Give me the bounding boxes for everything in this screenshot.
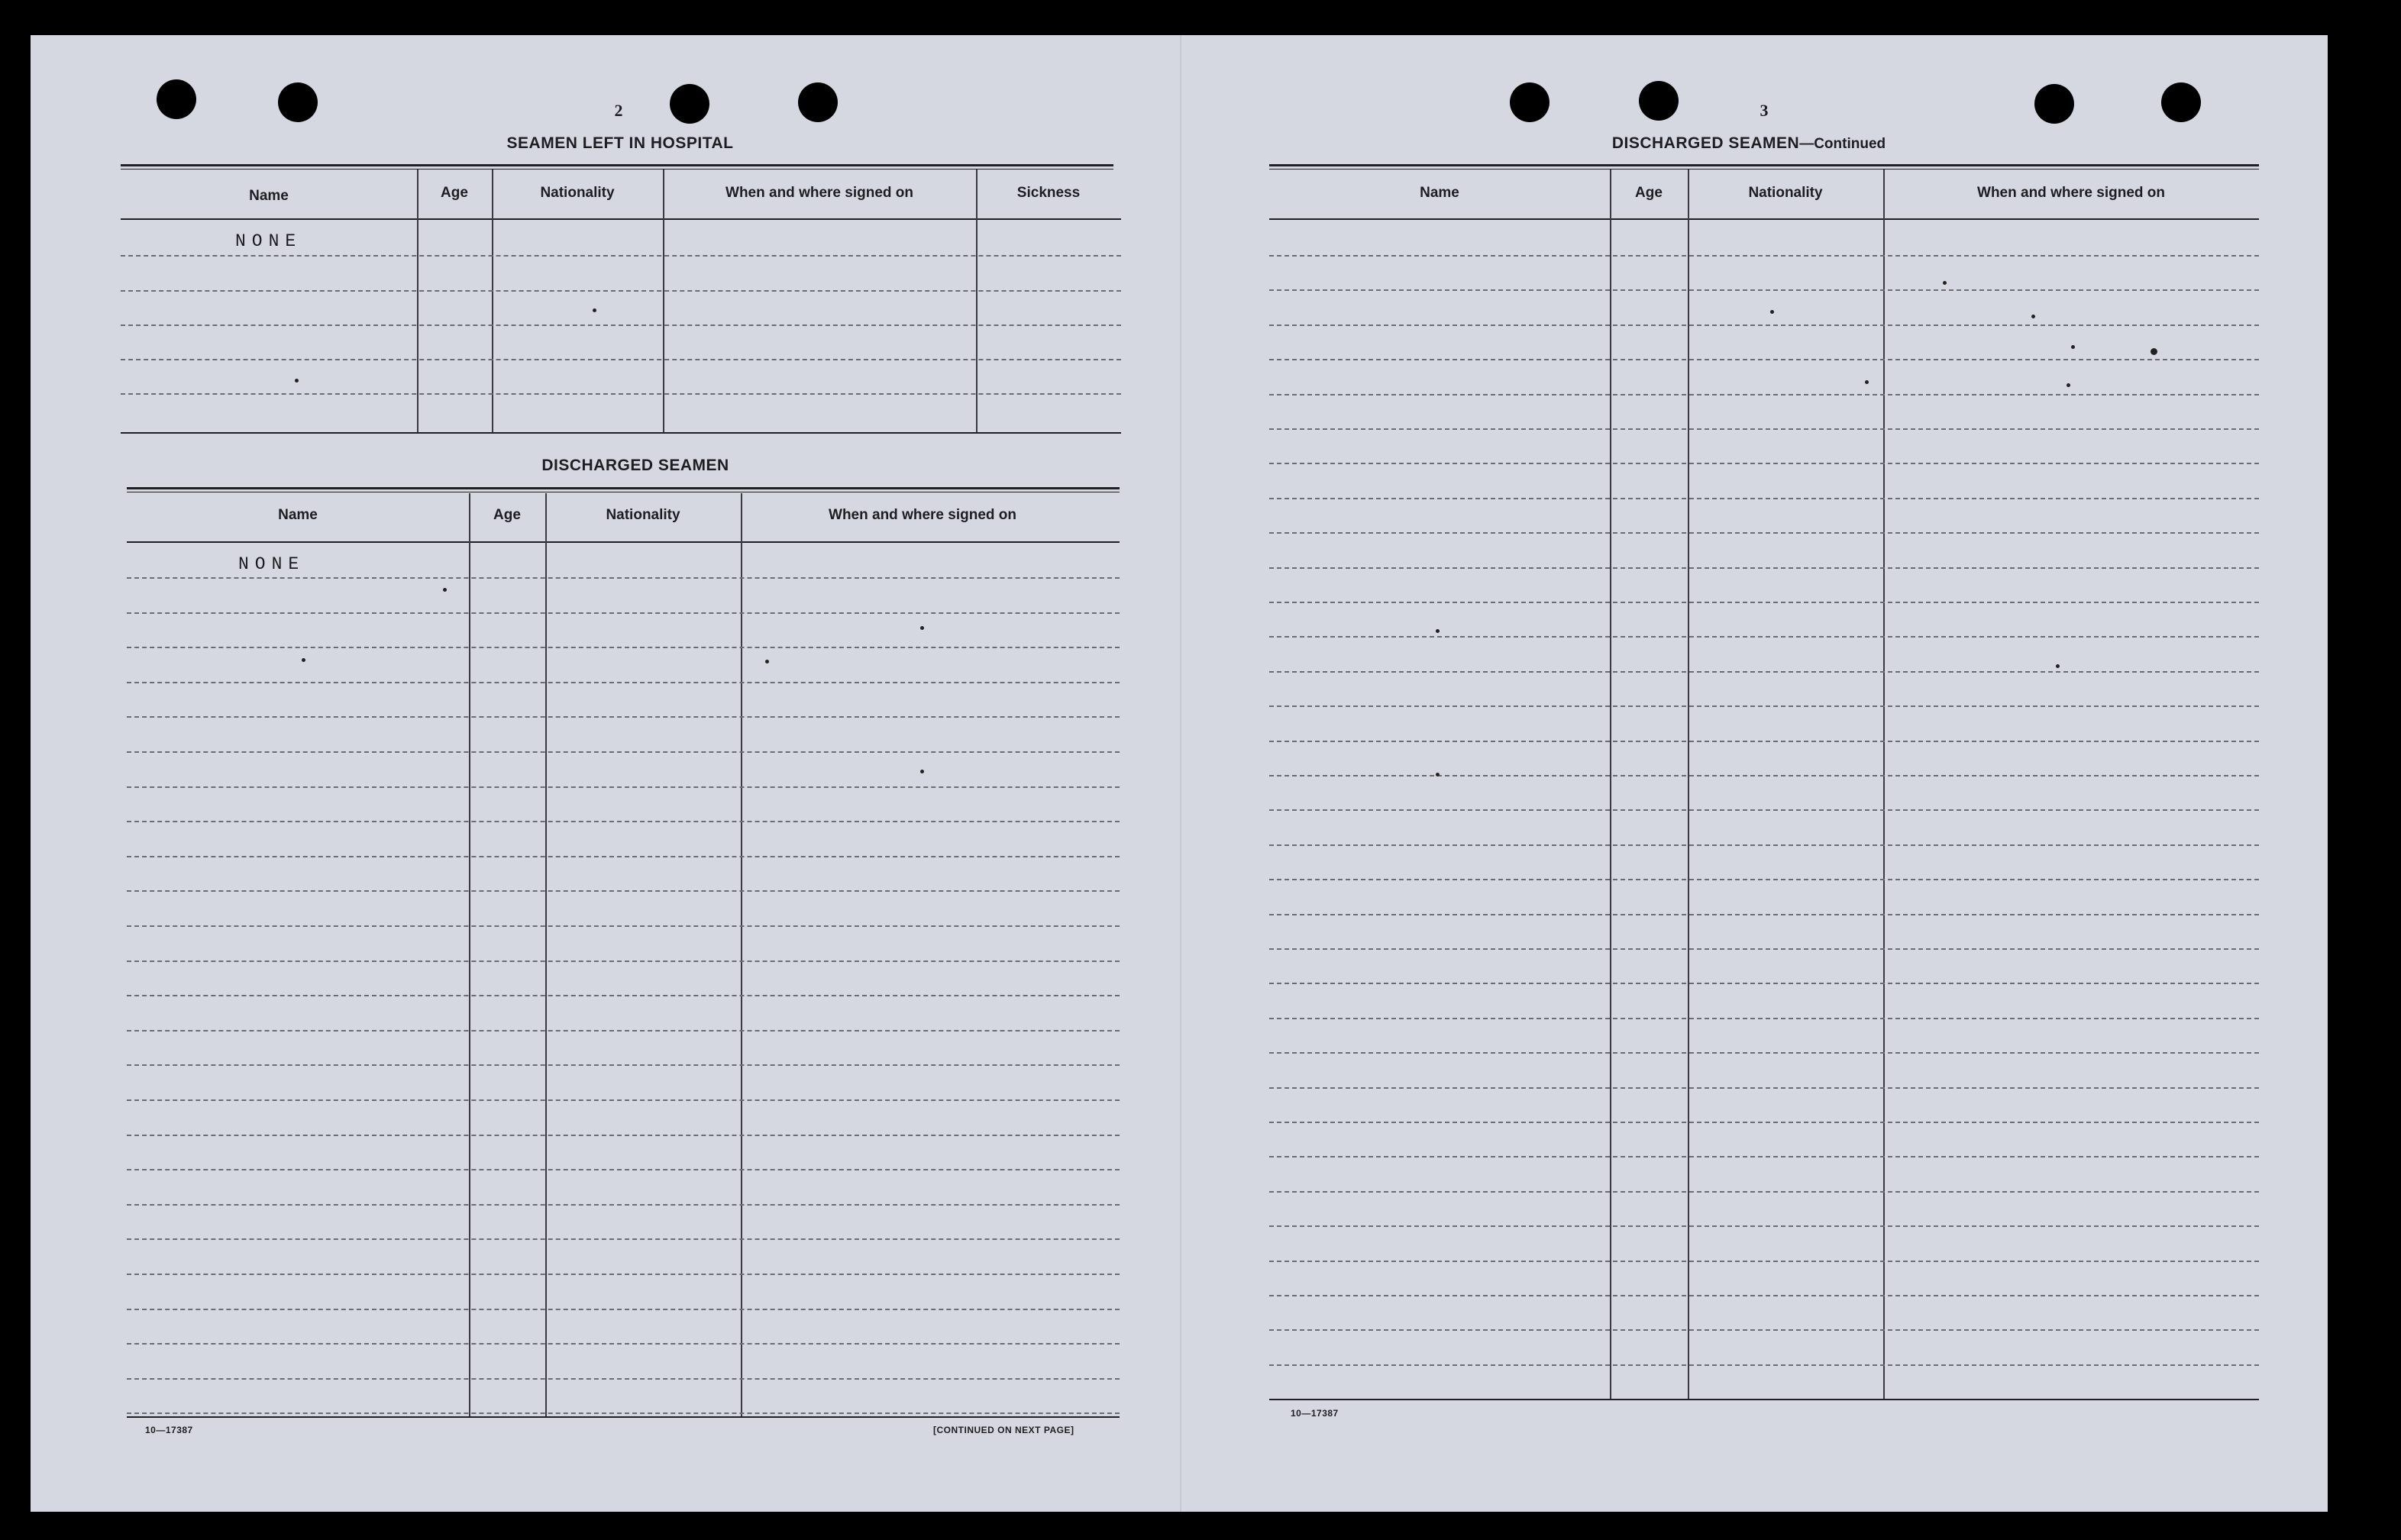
col-header-age: Age [493, 507, 521, 523]
row-line [127, 1274, 1120, 1275]
row-line [1269, 1261, 2259, 1262]
row-line [1269, 983, 2259, 984]
row-line [1269, 636, 2259, 638]
row-line [1269, 289, 2259, 291]
page-number-left: 2 [614, 101, 623, 120]
row-line [127, 960, 1120, 962]
row-line [127, 751, 1120, 753]
ink-speck [2056, 664, 2060, 668]
punch-hole [278, 82, 318, 122]
row-line [1269, 671, 2259, 673]
ink-speck [2067, 383, 2070, 387]
col-header-name: Name [278, 507, 318, 523]
ink-speck [1436, 629, 1440, 633]
col-header-age: Age [1635, 185, 1663, 201]
ledger-sheet [31, 35, 2328, 1512]
ink-speck [765, 660, 769, 663]
column-divider [469, 493, 470, 1417]
col-header-nationality: Nationality [1748, 185, 1823, 201]
title-main: DISCHARGED SEAMEN [1611, 134, 1800, 152]
row-line [1269, 359, 2259, 360]
row-line [1269, 914, 2259, 915]
row-line [1269, 741, 2259, 742]
row-line [1269, 705, 2259, 707]
ink-speck [302, 658, 305, 662]
row-line [1269, 324, 2259, 326]
row-line [121, 393, 1121, 395]
punch-hole [798, 82, 838, 122]
punch-hole [1639, 81, 1679, 121]
col-header-signed-on: When and where signed on [725, 185, 913, 201]
column-divider [741, 493, 742, 1417]
row-line [127, 612, 1120, 614]
hospital-top-rule [121, 164, 1113, 169]
punch-hole [2034, 84, 2074, 124]
row-line [1269, 948, 2259, 950]
row-line [127, 682, 1120, 683]
col-header-signed-on: When and where signed on [1977, 185, 2165, 201]
row-line [127, 1204, 1120, 1206]
discharged-header-rule [127, 541, 1120, 543]
row-line [127, 1309, 1120, 1310]
row-line [127, 577, 1120, 579]
row-line [1269, 255, 2259, 257]
row-line [127, 1135, 1120, 1136]
row-line [127, 925, 1120, 927]
form-number-left: 10—17387 [145, 1425, 193, 1435]
row-line [1269, 567, 2259, 569]
ink-speck [2151, 348, 2157, 355]
col-header-nationality: Nationality [540, 185, 615, 201]
row-line [127, 1099, 1120, 1101]
row-line [127, 856, 1120, 857]
row-line [1269, 809, 2259, 811]
row-line [1269, 1295, 2259, 1296]
hospital-header-rule [121, 218, 1121, 220]
row-line [1269, 532, 2259, 534]
punch-hole [2161, 82, 2201, 122]
column-divider [1610, 169, 1611, 1400]
row-line [1269, 1087, 2259, 1089]
punch-hole [157, 79, 196, 119]
ink-speck [295, 379, 299, 383]
row-line [1269, 1018, 2259, 1019]
row-line [1269, 463, 2259, 464]
row-line [127, 786, 1120, 788]
row-line [1269, 1156, 2259, 1157]
row-line [127, 1378, 1120, 1380]
ink-speck [593, 308, 596, 312]
col-header-signed-on: When and where signed on [829, 507, 1016, 523]
ink-speck [2031, 315, 2035, 318]
row-line [127, 995, 1120, 996]
row-line [127, 1238, 1120, 1240]
column-divider [545, 493, 547, 1417]
hospital-bottom-rule [121, 432, 1121, 434]
row-line [121, 359, 1121, 360]
row-line [127, 647, 1120, 648]
ink-speck [920, 626, 924, 630]
row-line [1269, 844, 2259, 846]
row-line [127, 890, 1120, 892]
row-line [121, 324, 1121, 326]
row-line [1269, 1191, 2259, 1193]
row-line [1269, 1225, 2259, 1227]
page-number-right: 3 [1760, 101, 1769, 120]
row-line [1269, 775, 2259, 776]
punch-hole [670, 84, 709, 124]
row-line [1269, 498, 2259, 499]
right-bottom-rule [1269, 1399, 2259, 1400]
col-header-age: Age [441, 185, 468, 201]
row-line [127, 1030, 1120, 1032]
row-line [1269, 1329, 2259, 1331]
column-divider [1883, 169, 1885, 1400]
row-line [127, 1412, 1120, 1414]
row-line [1269, 394, 2259, 395]
hospital-entry: NONE [235, 231, 302, 251]
col-header-nationality: Nationality [606, 507, 680, 523]
col-header-sickness: Sickness [1016, 185, 1081, 201]
row-line [1269, 602, 2259, 603]
ink-speck [443, 588, 447, 592]
hospital-section-title: SEAMEN LEFT IN HOSPITAL [506, 134, 734, 152]
row-line [127, 1169, 1120, 1170]
form-number-right: 10—17387 [1291, 1408, 1339, 1419]
right-top-rule [1269, 164, 2259, 169]
ink-speck [920, 770, 924, 773]
punch-hole [1510, 82, 1550, 122]
discharged-bottom-rule [127, 1416, 1120, 1418]
row-line [127, 1064, 1120, 1066]
col-header-name: Name [1420, 185, 1459, 201]
continued-note: [CONTINUED ON NEXT PAGE] [933, 1425, 1074, 1435]
row-line [121, 255, 1121, 257]
row-line [1269, 428, 2259, 430]
page-fold [1180, 35, 1181, 1512]
discharged-section-title: DISCHARGED SEAMEN [541, 457, 729, 474]
row-line [127, 716, 1120, 718]
ink-speck [1943, 281, 1947, 285]
discharged-top-rule [127, 487, 1120, 492]
ink-speck [2071, 345, 2075, 349]
discharged-continued-title [1520, 134, 1978, 153]
row-line [1269, 879, 2259, 880]
row-line [121, 290, 1121, 292]
column-divider [1688, 169, 1689, 1400]
title-suffix: —Continued [1799, 136, 1886, 152]
row-line [127, 1343, 1120, 1345]
ink-speck [1436, 773, 1440, 776]
row-line [1269, 1052, 2259, 1054]
row-line [1269, 1122, 2259, 1123]
col-header-name: Name [249, 188, 289, 204]
right-header-rule [1269, 218, 2259, 220]
discharged-entry: NONE [238, 554, 305, 574]
ink-speck [1770, 310, 1774, 314]
row-line [127, 821, 1120, 822]
row-line [1269, 1364, 2259, 1366]
ink-speck [1865, 380, 1869, 384]
